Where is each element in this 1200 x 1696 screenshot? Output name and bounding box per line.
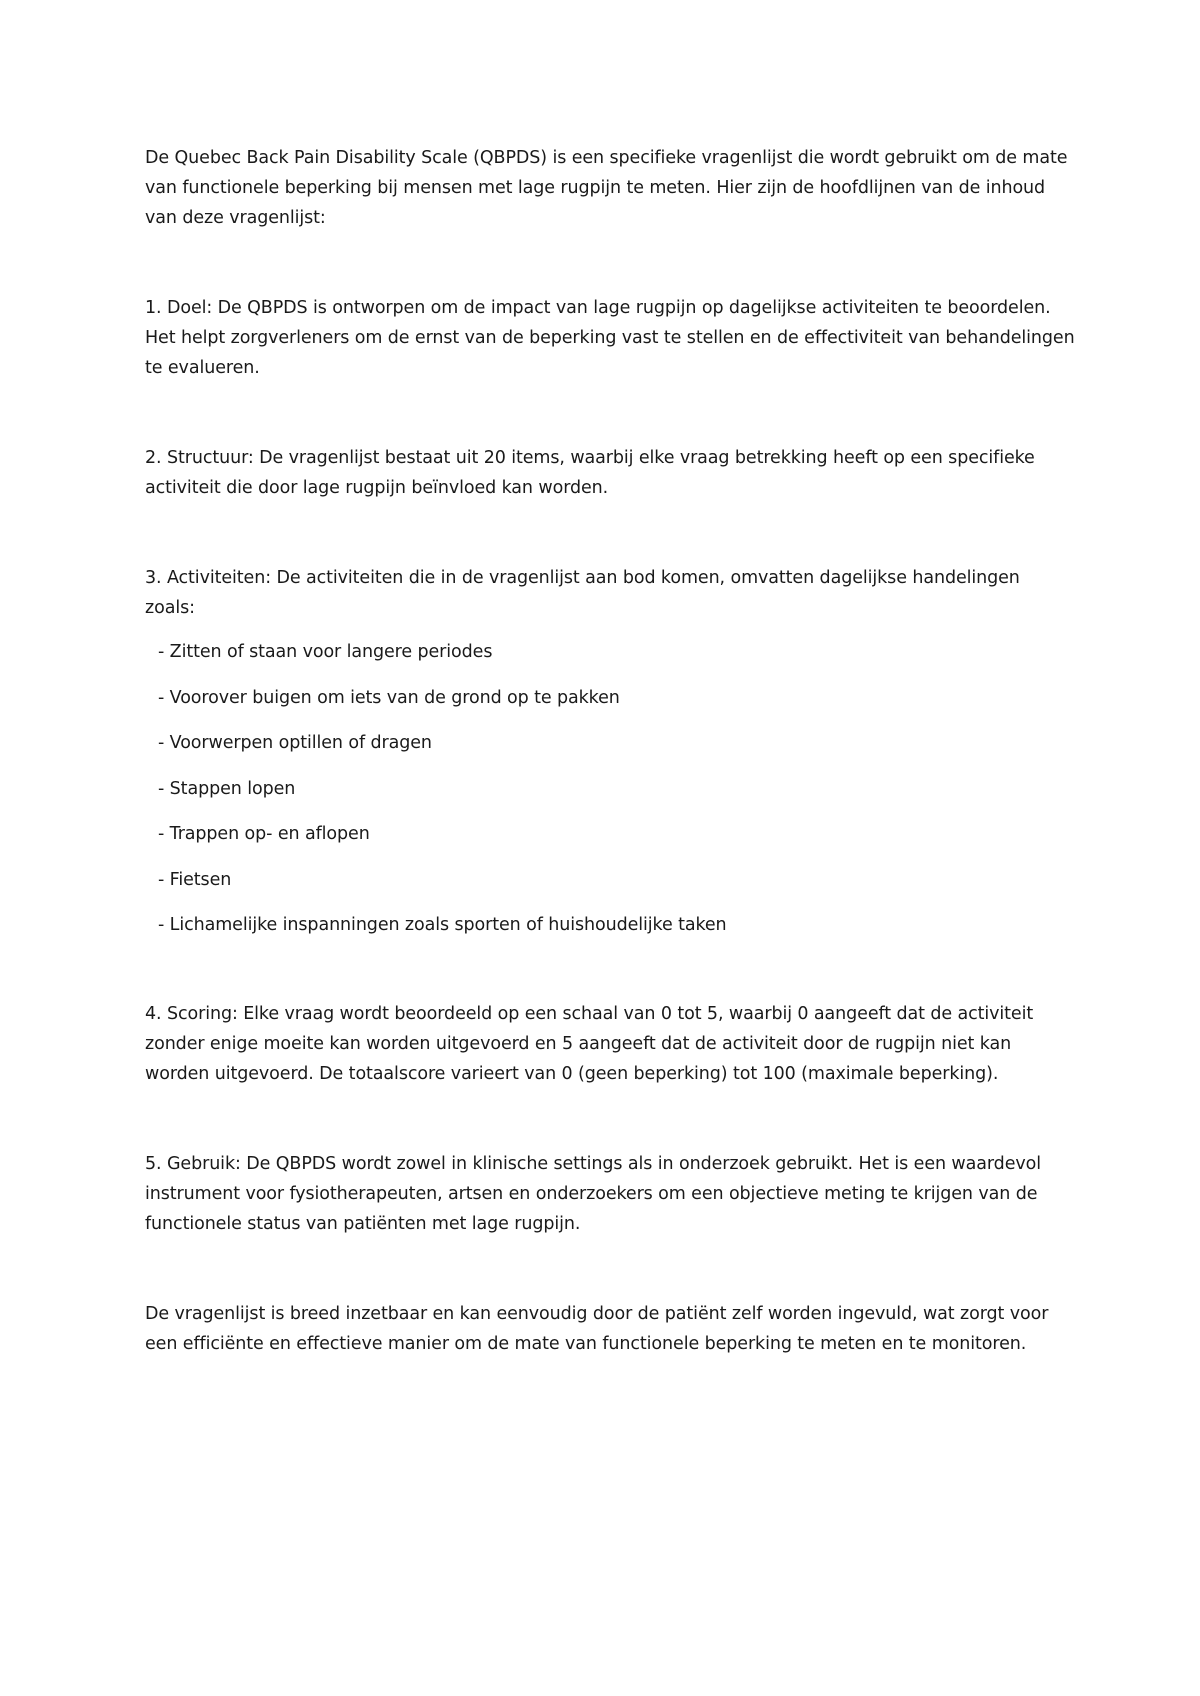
- activities-list: [145, 637, 1075, 940]
- list-item: - Lichamelijke inspanningen zoals sporten of huishoudelijke taken: [158, 915, 727, 935]
- section-gebruik: 5. Gebruik: De QBPDS wordt zowel in klinische settings als in onderzoek gebruikt. Het is een waardevol instrument voor fysiotherapeuten, artsen en onderzoekers om een objectieve meting te krijgen van de functionele status van patiënten met lage rugpijn.: [145, 1154, 1041, 1234]
- section-activiteiten: 3. Activiteiten: De activiteiten die in de vragenlijst aan bod komen, omvatten dagelijkse handelingen zoals:: [145, 568, 1020, 618]
- list-item: - Stappen lopen: [158, 778, 296, 799]
- closing-paragraph: De vragenlijst is breed inzetbaar en kan eenvoudig door de patiënt zelf worden ingevuld, wat zorgt voor een efficiënte en effectieve manier om de mate van functionele beperking te meten en te monitoren.: [145, 1304, 1049, 1354]
- section-doel: 1. Doel: De QBPDS is ontworpen om de impact van lage rugpijn op dagelijkse activiteiten te beoordelen. Het helpt zorgverleners om de ernst van de beperking vast te stellen en de effectiviteit van behandelingen te evalueren.: [145, 298, 1075, 378]
- document-body: [145, 143, 1075, 1359]
- list-item: - Trappen op- en aflopen: [158, 824, 370, 844]
- list-item: - Fietsen: [158, 869, 232, 890]
- section-structuur: 2. Structuur: De vragenlijst bestaat uit 20 items, waarbij elke vraag betrekking heeft op een specifieke activiteit die door lage rugpijn beïnvloed kan worden.: [145, 448, 1035, 498]
- list-item: - Voorover buigen om iets van de grond op te pakken: [158, 687, 620, 708]
- section-scoring: 4. Scoring: Elke vraag wordt beoordeeld op een schaal van 0 tot 5, waarbij 0 aangeeft dat de activiteit zonder enige moeite kan worden uitgevoerd en 5 aangeeft dat de activiteit door de rugpijn niet kan worden uitgevoerd. De totaalscore varieert van 0 (geen beperking) tot 100 (maximale beperking).: [145, 1004, 1034, 1084]
- intro-paragraph: De Quebec Back Pain Disability Scale (QBPDS) is een specifieke vragenlijst die wordt gebruikt om de mate van functionele beperking bij mensen met lage rugpijn te meten. Hier zijn de hoofdlijnen van de inhoud van deze vragenlijst:: [145, 148, 1068, 228]
- list-item: - Zitten of staan voor langere periodes: [158, 642, 493, 662]
- list-item: - Voorwerpen optillen of dragen: [158, 733, 432, 753]
